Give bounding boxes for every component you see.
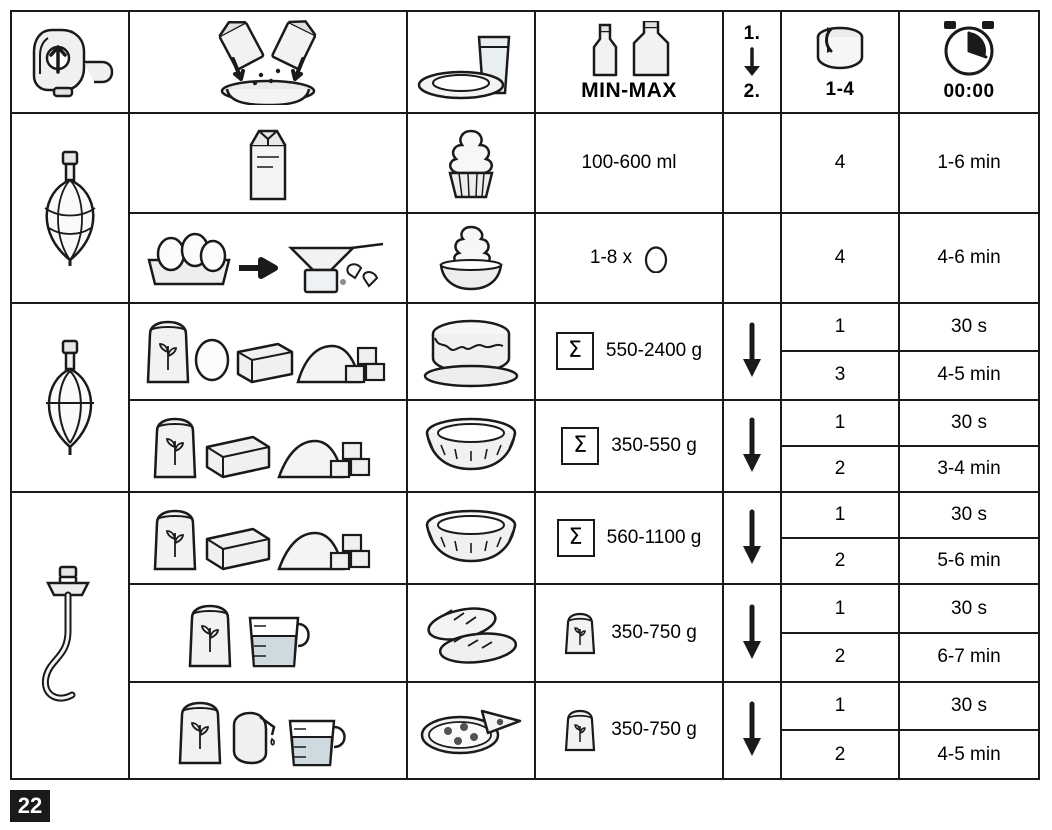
speed-value: 2: [834, 743, 846, 765]
time-value: 4-5 min: [937, 743, 1001, 765]
speed-cell: [781, 730, 899, 779]
table-row: [11, 492, 1039, 538]
amount-value: 350-750 g: [611, 622, 697, 644]
table-row: [11, 213, 1039, 303]
step-cell: [723, 584, 781, 681]
time-value: 4-5 min: [937, 364, 1001, 386]
time-value: 3-4 min: [937, 458, 1001, 480]
flour-oil-water-icon: [168, 691, 368, 769]
step-down-arrow-icon: [740, 603, 764, 663]
header-attachment-socket: [11, 11, 129, 113]
speed-cell: [781, 682, 899, 731]
amount-value: 350-750 g: [611, 719, 697, 741]
ingredient-cell: [129, 113, 407, 213]
result-cell: [407, 303, 535, 400]
speed-value: 1: [834, 315, 846, 337]
step-cell: [723, 213, 781, 303]
result-cell: [407, 400, 535, 492]
time-cell: [899, 584, 1039, 633]
tool-cell-whisk: [11, 113, 129, 303]
time-cell: [899, 682, 1039, 731]
step-cell: [723, 682, 781, 779]
ingredient-cell: [129, 584, 407, 681]
table-header-row: [11, 11, 1039, 113]
amount-value: 1-8 x: [589, 246, 633, 268]
step-arrow-icon: [741, 47, 763, 77]
table-row: [11, 584, 1039, 633]
tart-shell-icon: [417, 507, 525, 569]
dough-hook-icon: [30, 561, 110, 711]
step-down-arrow-icon: [740, 321, 764, 381]
time-value: 5-6 min: [937, 550, 1001, 572]
whipped-bowl-icon: [425, 223, 517, 293]
table-row: [11, 113, 1039, 213]
flour-bag-icon: [561, 609, 599, 657]
speed-cell: [781, 538, 899, 584]
mixer-head-icon: [24, 22, 116, 102]
result-cell: [407, 213, 535, 303]
whisk-icon: [33, 148, 107, 268]
speed-value: 2: [834, 458, 846, 480]
flat-beater-icon: [32, 337, 108, 457]
min-max-label: MIN-MAX: [581, 79, 677, 102]
speed-dial-icon: [807, 23, 873, 75]
amount-cell: [535, 213, 723, 303]
flour-and-water-jug-icon: [178, 594, 358, 672]
time-value: 4-6 min: [937, 246, 1001, 268]
amount-value: 560-1100 g: [606, 527, 702, 549]
table-row: [11, 400, 1039, 446]
speed-value: 1: [834, 411, 846, 433]
time-cell: [899, 303, 1039, 352]
pouring-ingredients-icon: [183, 19, 353, 105]
time-value: 6-7 min: [937, 646, 1001, 668]
time-value: 30 s: [951, 597, 987, 619]
step-cell: [723, 400, 781, 492]
speed-cell: [781, 303, 899, 352]
time-cell: [899, 492, 1039, 538]
pie-crust-icon: [417, 415, 525, 477]
result-cell: [407, 492, 535, 584]
speed-value: 1: [834, 695, 846, 716]
time-cell: [899, 400, 1039, 446]
whipped-cupcake-icon: [426, 125, 516, 201]
step-down-arrow-icon: [740, 416, 764, 476]
speed-cell: [781, 584, 899, 633]
result-cell: [407, 682, 535, 779]
milk-carton-icon: [237, 123, 299, 203]
header-ingredients: [129, 11, 407, 113]
time-value: 30 s: [951, 504, 987, 526]
table-row: [11, 303, 1039, 352]
time-cell: [899, 730, 1039, 779]
bread-loaves-icon: [416, 602, 526, 664]
time-cell: [899, 446, 1039, 492]
page-number-badge: 22: [10, 790, 50, 822]
speed-value: 2: [834, 646, 846, 668]
time-cell: [899, 351, 1039, 400]
speed-range-label: 1-4: [825, 79, 855, 100]
flour-bag-icon: [561, 706, 599, 754]
time-value: 30 s: [951, 695, 987, 716]
eggs-to-separator-icon: [143, 222, 393, 294]
speed-cell: [781, 351, 899, 400]
speed-value: 2: [834, 550, 846, 572]
step-down-arrow-icon: [740, 508, 764, 568]
amount-value: 350-550 g: [611, 434, 697, 456]
tool-cell-flat-beater: [11, 303, 129, 493]
step-cell: [723, 113, 781, 213]
amount-value: 550-2400 g: [605, 340, 703, 362]
result-cell: [407, 113, 535, 213]
ingredient-cell: [129, 213, 407, 303]
amount-cell: [535, 113, 723, 213]
speed-cell: [781, 492, 899, 538]
ingredient-cell: [129, 682, 407, 779]
amount-cell: [535, 682, 723, 779]
step-cell: [723, 492, 781, 584]
egg-glyph-icon: [644, 243, 668, 273]
min-max-bottles-icon: [564, 21, 694, 79]
sum-icon: Σ: [556, 332, 594, 370]
speed-cell: [781, 400, 899, 446]
step-1-label: 1.: [743, 23, 761, 44]
speed-value: 4: [834, 246, 846, 268]
step-down-arrow-icon: [740, 700, 764, 760]
ingredient-cell: [129, 303, 407, 400]
amount-cell: [535, 584, 723, 681]
time-cell: [899, 538, 1039, 584]
settings-table: [10, 10, 1040, 780]
time-value: 1-6 min: [937, 151, 1001, 173]
ingredient-cell: [129, 492, 407, 584]
speed-cell: [781, 213, 899, 303]
amount-cell: [535, 400, 723, 492]
header-result: [407, 11, 535, 113]
flour-eggs-butter-sugar-icon: [140, 312, 396, 390]
time-value: 30 s: [951, 315, 987, 337]
speed-value: 4: [834, 151, 846, 173]
header-time: [899, 11, 1039, 113]
speed-cell: [781, 633, 899, 682]
step-2-label: 2.: [743, 81, 761, 102]
speed-value: 1: [834, 597, 846, 619]
speed-cell: [781, 113, 899, 213]
table-row: [11, 682, 1039, 731]
pizza-icon: [416, 701, 526, 759]
sum-icon: Σ: [557, 519, 595, 557]
timer-icon: [934, 21, 1004, 77]
header-speed: [781, 11, 899, 113]
amount-cell: [535, 303, 723, 400]
flour-butter-sugar-icon: [145, 501, 391, 575]
tool-cell-dough-hook: [11, 492, 129, 779]
glazed-cake-icon: [417, 314, 525, 388]
result-cell: [407, 584, 535, 681]
appliance-settings-chart: [10, 10, 1038, 780]
flour-butter-sugar-icon: [145, 409, 391, 483]
sum-icon: Σ: [561, 427, 599, 465]
speed-value: 1: [834, 504, 846, 526]
time-cell: [899, 113, 1039, 213]
speed-cell: [781, 446, 899, 492]
time-format-label: 00:00: [943, 81, 995, 102]
plate-and-glass-icon: [417, 21, 525, 103]
time-cell: [899, 213, 1039, 303]
ingredient-cell: [129, 400, 407, 492]
speed-value: 3: [834, 364, 846, 386]
header-steps: [723, 11, 781, 113]
time-value: 30 s: [951, 411, 987, 433]
header-quantity: [535, 11, 723, 113]
amount-cell: [535, 492, 723, 584]
time-cell: [899, 633, 1039, 682]
amount-value: 100-600 ml: [581, 151, 677, 173]
step-cell: [723, 303, 781, 400]
